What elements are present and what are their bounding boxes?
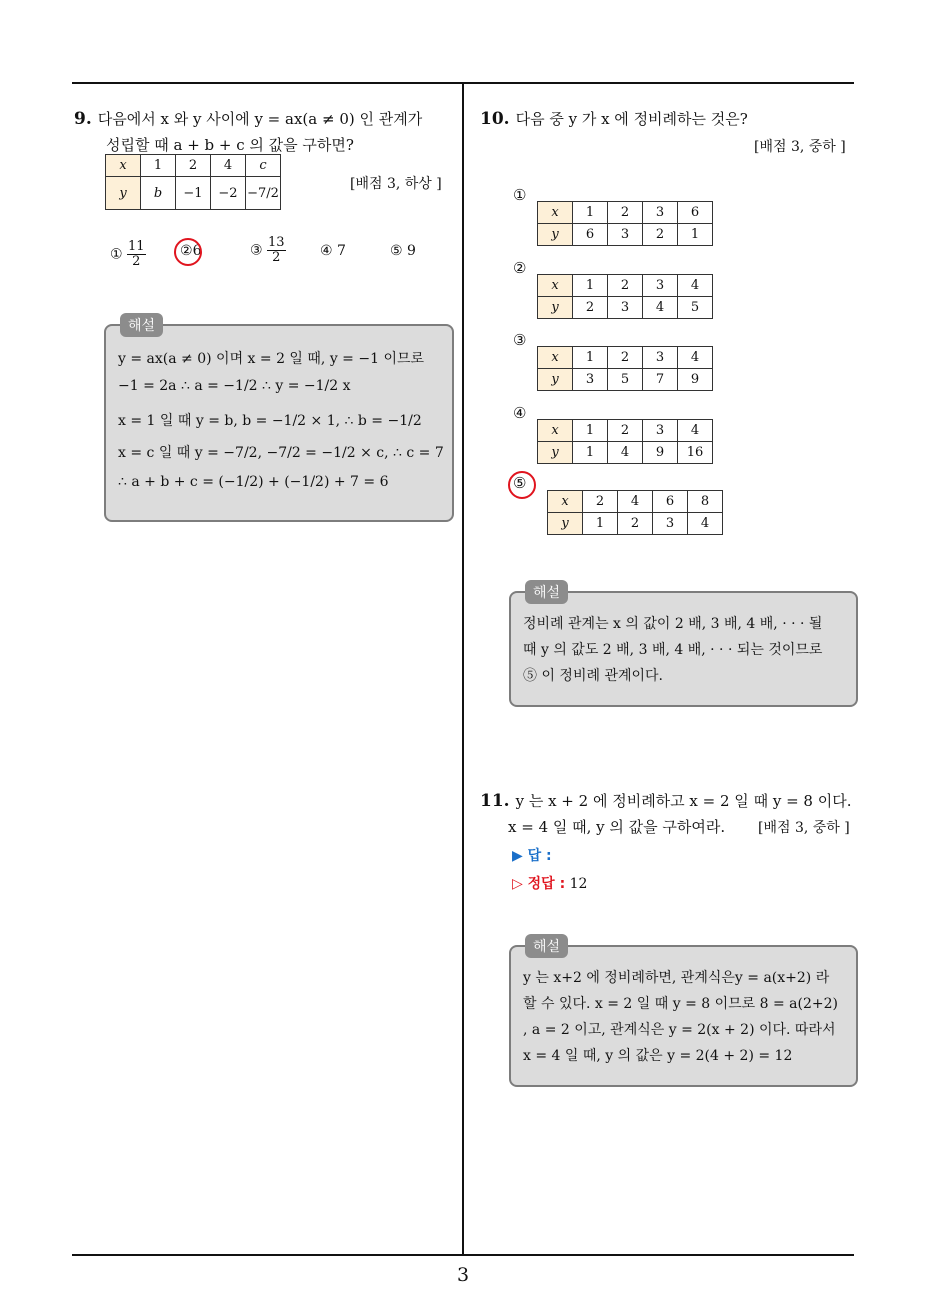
table-cell: 4 bbox=[688, 513, 723, 535]
table-cell: 1 bbox=[678, 224, 713, 246]
table-cell: 5 bbox=[678, 297, 713, 319]
table-cell: 4 bbox=[211, 155, 246, 177]
table-header-x: x bbox=[538, 420, 573, 442]
table-row bbox=[538, 442, 713, 464]
table-cell: 2 bbox=[608, 420, 643, 442]
selected-answer-circle bbox=[508, 471, 536, 499]
option-marker[interactable]: ④ bbox=[513, 404, 527, 422]
option-marker[interactable]: ① bbox=[513, 186, 527, 204]
q11-solution-box bbox=[509, 939, 858, 1087]
correct-answer-value: 12 bbox=[569, 876, 588, 892]
solution-line: 할 수 있다. x = 2 일 때 y = 8 이므로 8 = a(2+2) bbox=[523, 996, 839, 1012]
table-cell: b bbox=[141, 177, 176, 210]
solution-line: ⑤ 이 정비례 관계이다. bbox=[523, 668, 663, 684]
table-cell: 4 bbox=[643, 297, 678, 319]
correct-answer-row bbox=[512, 873, 587, 893]
table-cell: 1 bbox=[141, 155, 176, 177]
option-5[interactable] bbox=[390, 243, 416, 259]
table-cell: 16 bbox=[678, 442, 713, 464]
question-text-line1: 다음에서 x 와 y 사이에 y = ax(a ≠ 0) 인 관계가 bbox=[97, 110, 423, 128]
table-header-x: x bbox=[106, 155, 141, 177]
q10-option-1-table bbox=[537, 201, 713, 246]
correct-answer-label: ▷ 정답 : bbox=[512, 876, 566, 892]
table-cell: 1 bbox=[573, 442, 608, 464]
solution-line: −1 = 2a ∴ a = −1/2 ∴ y = −1/2 x bbox=[118, 378, 351, 394]
table-header-x: x bbox=[538, 347, 573, 369]
table-cell: 1 bbox=[583, 513, 618, 535]
table-cell: 3 bbox=[653, 513, 688, 535]
table-row bbox=[538, 202, 713, 224]
table-cell: 4 bbox=[608, 442, 643, 464]
answer-label: ▶ 답 : bbox=[512, 848, 552, 864]
option-4[interactable] bbox=[320, 243, 346, 259]
table-cell: −2 bbox=[211, 177, 246, 210]
table-cell: 4 bbox=[678, 275, 713, 297]
table-cell: 2 bbox=[608, 275, 643, 297]
table-cell: 2 bbox=[573, 297, 608, 319]
question-text-line2: x = 4 일 때, y 의 값을 구하여라. bbox=[508, 818, 726, 836]
table-cell: 2 bbox=[643, 224, 678, 246]
table-row bbox=[538, 420, 713, 442]
fraction-denominator: 2 bbox=[272, 250, 281, 265]
table-cell: 1 bbox=[573, 420, 608, 442]
option-1[interactable] bbox=[110, 240, 146, 269]
solution-line: ∴ a + b + c = (−1/2) + (−1/2) + 7 = 6 bbox=[118, 474, 389, 490]
selected-answer-circle bbox=[174, 238, 202, 266]
table-header-x: x bbox=[548, 491, 583, 513]
option-fraction bbox=[267, 236, 286, 265]
option-marker: ⑤ bbox=[390, 243, 403, 259]
table-cell: 4 bbox=[678, 347, 713, 369]
solution-tag: 해설 bbox=[120, 313, 163, 337]
table-cell: 6 bbox=[678, 202, 713, 224]
solution-line: x = c 일 때 y = −7/2, −7/2 = −1/2 × c, ∴ c = 7 bbox=[118, 445, 444, 461]
table-cell: 4 bbox=[618, 491, 653, 513]
table-cell: 3 bbox=[608, 297, 643, 319]
q10-option-4-table bbox=[537, 419, 713, 464]
table-cell: −7/2 bbox=[246, 177, 281, 210]
table-row bbox=[538, 275, 713, 297]
solution-tag: 해설 bbox=[525, 580, 568, 604]
bottom-rule bbox=[72, 1254, 854, 1256]
question-number: 11. bbox=[480, 791, 510, 811]
fraction-numerator: 11 bbox=[128, 239, 145, 254]
table-cell: 6 bbox=[573, 224, 608, 246]
table-header-y: y bbox=[548, 513, 583, 535]
table-cell: 2 bbox=[608, 202, 643, 224]
table-header-y: y bbox=[538, 297, 573, 319]
table-cell: 9 bbox=[678, 369, 713, 391]
table-cell: −1 bbox=[176, 177, 211, 210]
table-row bbox=[548, 513, 723, 535]
score-label: [배점 3, 중하 ] bbox=[758, 820, 850, 836]
table-cell: 3 bbox=[643, 202, 678, 224]
column-divider bbox=[462, 82, 464, 1256]
table-cell: c bbox=[246, 155, 281, 177]
table-cell: 4 bbox=[678, 420, 713, 442]
option-marker: ③ bbox=[250, 242, 263, 259]
question-9 bbox=[74, 106, 458, 158]
solution-line: , a = 2 이고, 관계식은 y = 2(x + 2) 이다. 따라서 bbox=[523, 1022, 836, 1038]
question-10 bbox=[480, 106, 856, 132]
score-label: [배점 3, 중하 ] bbox=[754, 139, 846, 155]
table-cell: 6 bbox=[653, 491, 688, 513]
table-cell: 3 bbox=[608, 224, 643, 246]
question-text-line1: y 는 x + 2 에 정비례하고 x = 2 일 때 y = 8 이다. bbox=[515, 792, 852, 810]
table-header-y: y bbox=[538, 224, 573, 246]
table-cell: 3 bbox=[643, 275, 678, 297]
fraction-denominator: 2 bbox=[132, 254, 141, 269]
table-row bbox=[106, 177, 281, 210]
q10-option-5-table bbox=[547, 490, 723, 535]
q10-option-3-table bbox=[537, 346, 713, 391]
table-cell: 1 bbox=[573, 275, 608, 297]
option-value: 9 bbox=[407, 243, 416, 259]
table-row bbox=[538, 224, 713, 246]
table-cell: 2 bbox=[608, 347, 643, 369]
option-marker: ④ bbox=[320, 243, 333, 259]
answer-input-row[interactable] bbox=[512, 845, 552, 865]
table-row bbox=[548, 491, 723, 513]
table-row bbox=[538, 369, 713, 391]
option-3[interactable] bbox=[250, 236, 286, 265]
question-number: 9. bbox=[74, 109, 92, 129]
option-value: 7 bbox=[337, 243, 346, 259]
table-header-x: x bbox=[538, 202, 573, 224]
option-fraction bbox=[127, 240, 146, 269]
solution-line: 정비례 관계는 x 의 값이 2 배, 3 배, 4 배, · · · 될 bbox=[523, 616, 823, 632]
table-cell: 9 bbox=[643, 442, 678, 464]
option-marker[interactable]: ⑤ bbox=[513, 474, 527, 492]
option-marker: ① bbox=[110, 246, 123, 263]
table-cell: 2 bbox=[176, 155, 211, 177]
table-cell: 3 bbox=[643, 347, 678, 369]
table-cell: 5 bbox=[608, 369, 643, 391]
table-cell: 8 bbox=[688, 491, 723, 513]
solution-line: 때 y 의 값도 2 배, 3 배, 4 배, · · · 되는 것이므로 bbox=[523, 642, 823, 658]
q10-option-2-table bbox=[537, 274, 713, 319]
table-header-y: y bbox=[106, 177, 141, 210]
table-cell: 3 bbox=[573, 369, 608, 391]
solution-line: x = 1 일 때 y = b, b = −1/2 × 1, ∴ b = −1/2 bbox=[118, 413, 422, 429]
table-cell: 3 bbox=[643, 420, 678, 442]
table-header-y: y bbox=[538, 369, 573, 391]
table-cell: 2 bbox=[618, 513, 653, 535]
page-number: 3 bbox=[456, 1264, 470, 1286]
table-header-y: y bbox=[538, 442, 573, 464]
solution-line: y 는 x+2 에 정비례하면, 관계식은y = a(x+2) 라 bbox=[523, 970, 830, 986]
question-number: 10. bbox=[480, 109, 510, 129]
table-cell: 7 bbox=[643, 369, 678, 391]
question-text-line2: 성립할 때 a + b + c 의 값을 구하면? bbox=[106, 136, 354, 154]
q9-value-table bbox=[105, 154, 281, 210]
table-cell: 1 bbox=[573, 347, 608, 369]
question-text-line1: 다음 중 y 가 x 에 정비례하는 것은? bbox=[515, 110, 748, 128]
table-row bbox=[538, 297, 713, 319]
solution-line: y = ax(a ≠ 0) 이며 x = 2 일 때, y = −1 이므로 bbox=[118, 351, 425, 367]
score-label: [배점 3, 하상 ] bbox=[350, 176, 442, 192]
solution-line: x = 4 일 때, y 의 값은 y = 2(4 + 2) = 12 bbox=[523, 1048, 793, 1064]
option-marker: ② bbox=[180, 243, 193, 259]
solution-tag: 해설 bbox=[525, 934, 568, 958]
q9-options bbox=[110, 236, 450, 272]
q9-solution-box bbox=[104, 318, 454, 522]
option-marker[interactable]: ② bbox=[513, 259, 527, 277]
table-row bbox=[538, 347, 713, 369]
table-cell: 2 bbox=[583, 491, 618, 513]
table-header-x: x bbox=[538, 275, 573, 297]
option-value: 6 bbox=[192, 243, 202, 259]
table-cell: 1 bbox=[573, 202, 608, 224]
q10-solution-box bbox=[509, 585, 858, 707]
table-row bbox=[106, 155, 281, 177]
fraction-numerator: 13 bbox=[268, 235, 285, 250]
option-marker[interactable]: ③ bbox=[513, 331, 527, 349]
